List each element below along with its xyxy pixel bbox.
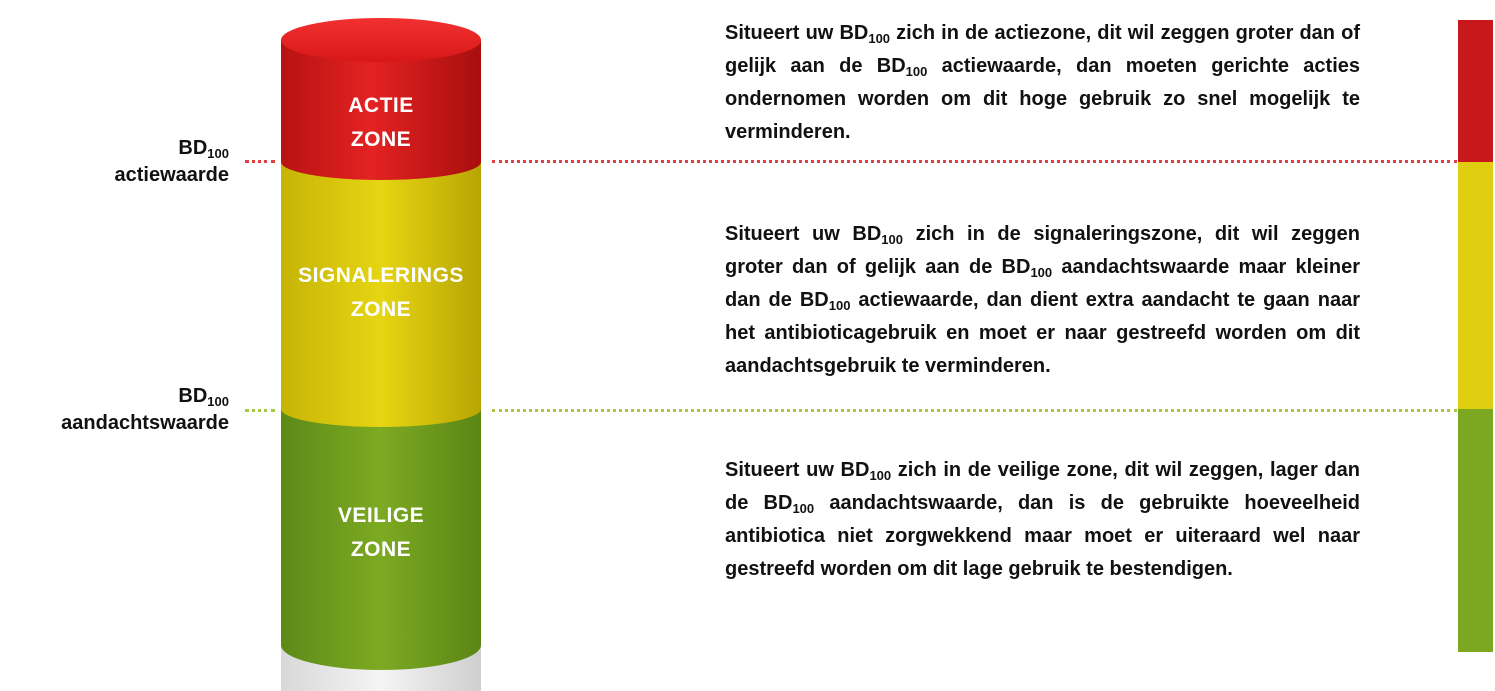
- attention-threshold-line-left: [245, 409, 275, 412]
- action-threshold-line-left: [245, 160, 275, 163]
- action-threshold-subscript: 100: [207, 146, 229, 161]
- cylinder-top: [281, 18, 481, 62]
- desc-text: zich in de actiezone, dit wil zeggen groter dan of gelijk aan de: [725, 22, 1360, 77]
- desc-text: Situeert uw: [725, 223, 853, 245]
- desc-bd: BD: [1001, 256, 1031, 278]
- desc-bd: BD: [852, 223, 882, 245]
- safe-zone-title: [281, 499, 481, 567]
- attention-threshold-bd: BD: [178, 385, 208, 407]
- attention-threshold-name: aandachtswaarde: [61, 412, 229, 434]
- safe-zone-description: [725, 454, 1360, 586]
- signal-zone-title-line2: ZONE: [350, 298, 412, 321]
- desc-text: zich in de veilige zone, dit wil zeggen, lager dan de: [725, 459, 1360, 514]
- desc-text: actiewaarde, dan moeten gerichte acties ondernomen worden om dit hoge gebruik zo snel mogelijk te verminderen.: [725, 55, 1360, 143]
- signal-zone-color-bar: [1458, 162, 1493, 409]
- action-zone-color-bar: [1458, 20, 1493, 162]
- signal-zone-title: [281, 259, 481, 327]
- desc-subscript: 100: [869, 468, 892, 483]
- desc-bd: BD: [840, 459, 870, 481]
- desc-text: aandachtswaarde maar kleiner dan de: [725, 256, 1360, 311]
- action-threshold-label: [114, 135, 229, 189]
- action-threshold-symbol: [114, 135, 229, 162]
- desc-bd: BD: [799, 289, 829, 311]
- action-zone-description: [725, 17, 1360, 149]
- signal-zone-title-line1: SIGNALERINGS: [298, 264, 464, 287]
- action-threshold-name: actiewaarde: [114, 164, 229, 186]
- action-zone-title-line2: ZONE: [350, 128, 412, 151]
- action-zone-title: [281, 89, 481, 157]
- desc-subscript: 100: [792, 501, 815, 516]
- safe-zone-color-bar: [1458, 409, 1493, 652]
- safe-zone-title-line2: ZONE: [350, 538, 412, 561]
- desc-bd: BD: [763, 492, 793, 514]
- safe-zone-title-line1: VEILIGE: [337, 504, 425, 527]
- signal-zone-description: [725, 218, 1360, 383]
- desc-bd: BD: [876, 55, 906, 77]
- desc-text: actiewaarde, dan dient extra aandacht te gaan naar het antibioticagebruik en moet er naar gestreefd worden om dit aandachtsgebruik te verminderen.: [725, 289, 1360, 377]
- action-threshold-line-right: [492, 160, 1457, 163]
- attention-threshold-line-right: [492, 409, 1457, 412]
- desc-text: Situeert uw: [725, 22, 840, 44]
- desc-subscript: 100: [905, 64, 928, 79]
- desc-subscript: 100: [1030, 265, 1053, 280]
- action-threshold-bd: BD: [178, 137, 208, 159]
- desc-subscript: 100: [881, 232, 903, 247]
- action-zone-title-line1: ACTIE: [348, 94, 414, 117]
- attention-threshold-symbol: [61, 383, 229, 410]
- attention-threshold-subscript: 100: [207, 394, 229, 409]
- desc-text: Situeert uw: [725, 459, 841, 481]
- attention-threshold-label: [61, 383, 229, 437]
- desc-text: aandachtswaarde, dan is de gebruikte hoeveelheid antibiotica niet zorgwekkend maar moet er uiteraard wel naar gestreefd worden om dit lage gebruik te bestendigen.: [725, 492, 1360, 580]
- desc-text: zich in de signaleringszone, dit wil zeggen groter dan of gelijk aan de: [725, 223, 1360, 278]
- desc-subscript: 100: [868, 31, 891, 46]
- desc-bd: BD: [839, 22, 869, 44]
- desc-subscript: 100: [828, 298, 851, 313]
